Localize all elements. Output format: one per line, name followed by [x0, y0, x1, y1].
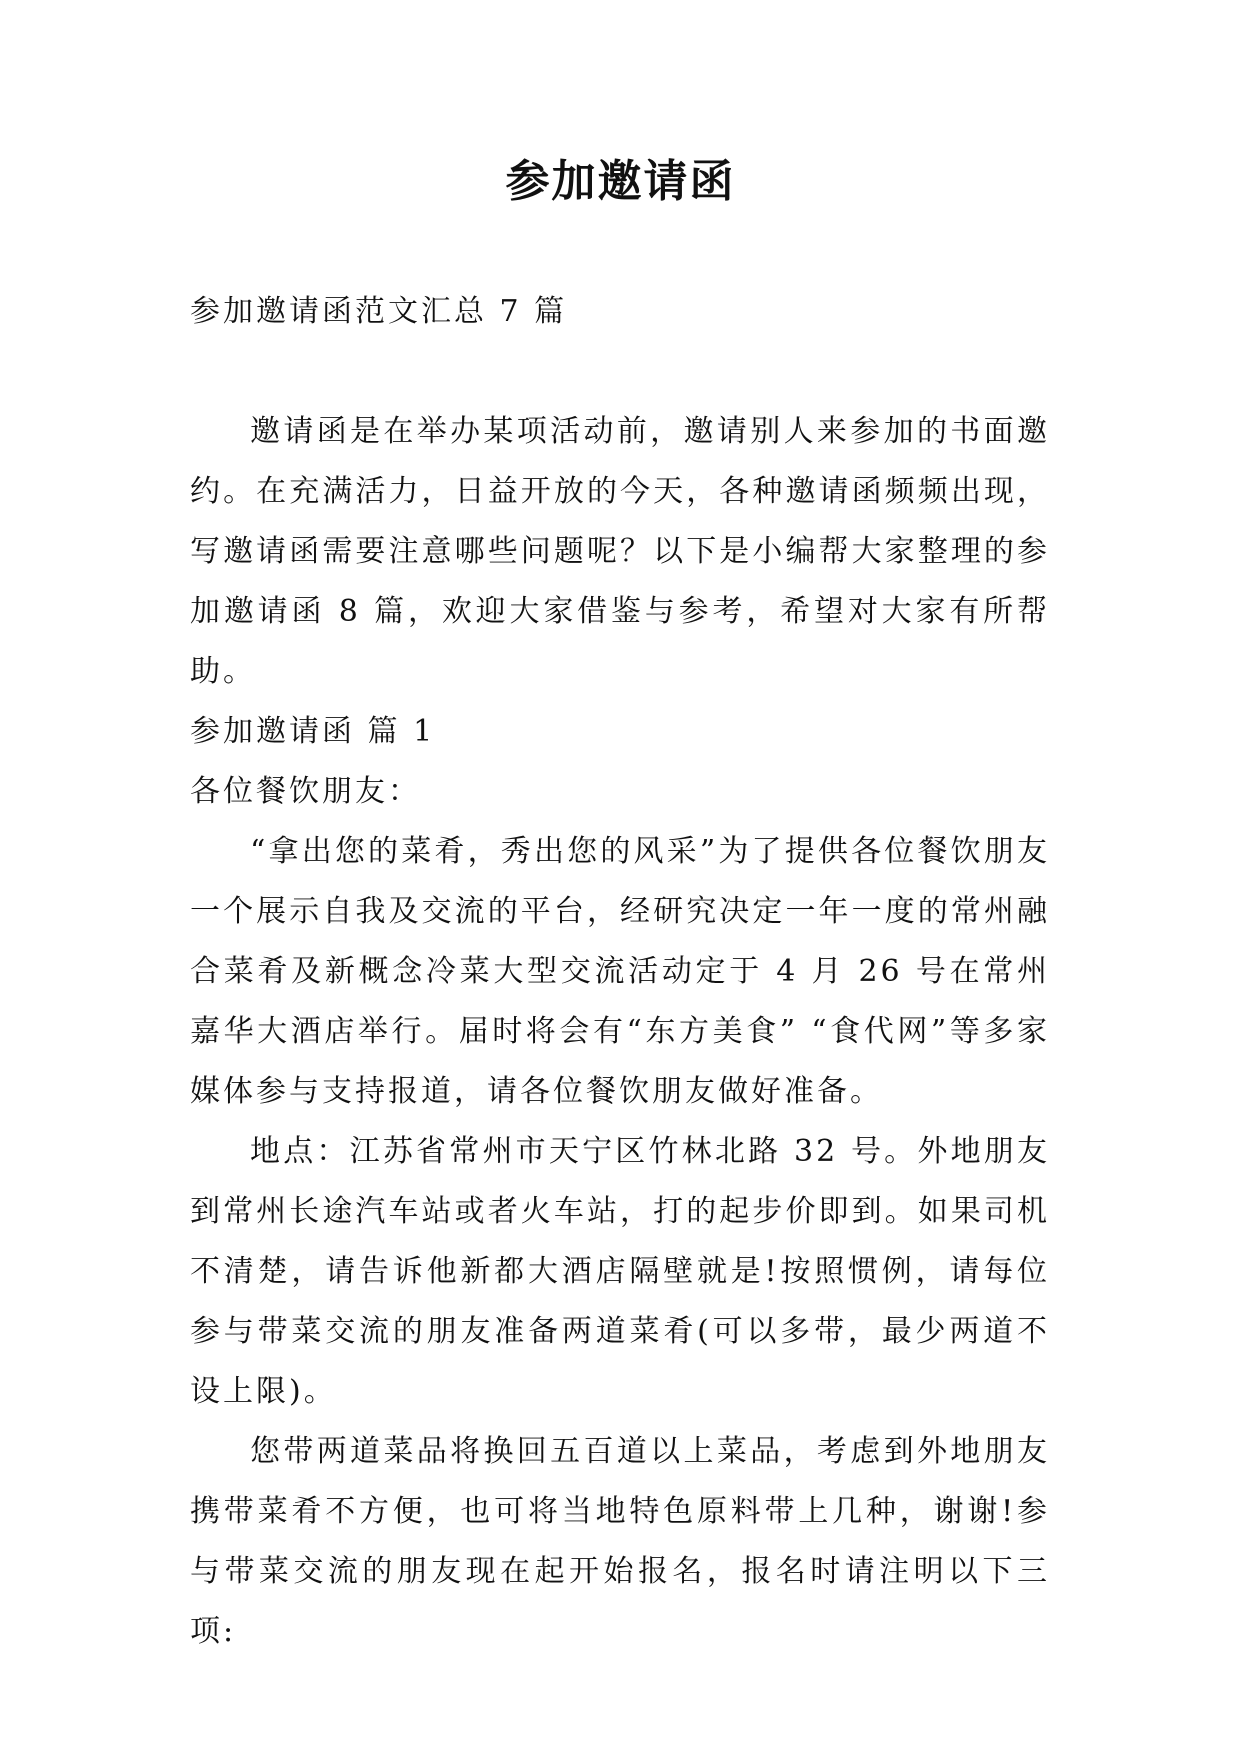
location-paragraph: 地点：江苏省常州市天宁区竹林北路 32 号。外地朋友到常州长途汽车站或者火车站，打的起步价即到。如果司机不清楚，请告诉他新都大酒店隔壁就是!按照惯例，请每位参与带菜交流的朋友准备两道菜肴(可以多带，最少两道不设上限)。: [190, 1134, 1050, 1409]
document-title: 参加邀请函: [505, 156, 736, 207]
section-heading: 参加邀请函 篇 1: [190, 714, 436, 749]
document-body: [190, 282, 1050, 1662]
document-subtitle: 参加邀请函范文汇总 7 篇: [190, 294, 568, 329]
paragraph-spacer: [190, 342, 1050, 402]
registration-paragraph: 您带两道菜品将换回五百道以上菜品，考虑到外地朋友携带菜肴不方便，也可将当地特色原料带上几种，谢谢!参与带菜交流的朋友现在起开始报名，报名时请注明以下三项:: [190, 1434, 1050, 1649]
intro-paragraph: 邀请函是在举办某项活动前，邀请别人来参加的书面邀约。在充满活力，日益开放的今天，各种邀请函频频出现，写邀请函需要注意哪些问题呢？以下是小编帮大家整理的参加邀请函 8 篇，欢迎大家借鉴与参考，希望对大家有所帮助。: [190, 414, 1050, 689]
salutation: 各位餐饮朋友：: [190, 774, 421, 809]
body-paragraph: “拿出您的菜肴，秀出您的风采”为了提供各位餐饮朋友一个展示自我及交流的平台，经研究决定一年一度的常州融合菜肴及新概念冷菜大型交流活动定于 4 月 26 号在常州嘉华大酒店举行。届时将会有“东方美食” “食代网”等多家媒体参与支持报道，请各位餐饮朋友做好准备。: [190, 834, 1050, 1109]
